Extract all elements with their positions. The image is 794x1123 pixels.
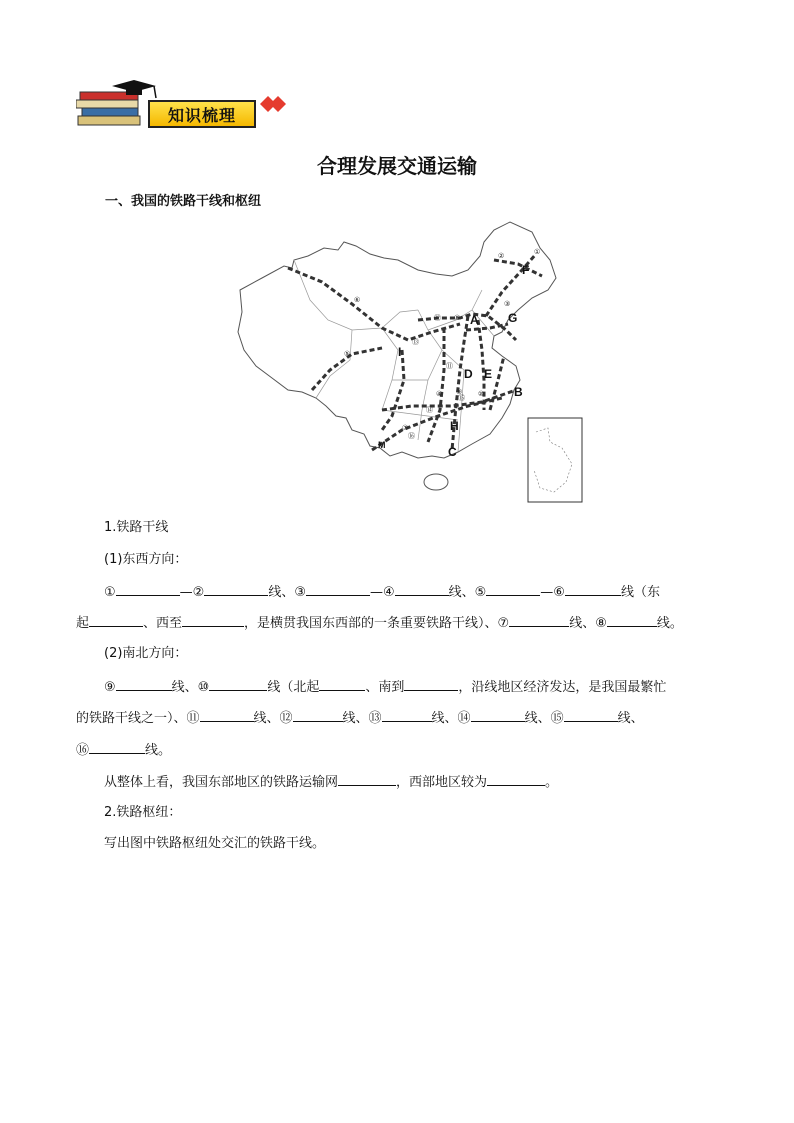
map-num-15: ⑮ — [458, 394, 465, 402]
map-num-5: ⑤ — [344, 350, 351, 358]
map-num-9: ⑨ — [456, 388, 463, 396]
east-west-line-2: 起 、西至 ，是横贯我国东西部的一条重要铁路干线）、⑦ 线、⑧ 线。 — [76, 612, 721, 634]
map-label-f: F — [522, 263, 530, 277]
north-south-line-3: ⑯ 线。 — [76, 739, 721, 761]
answer-blank[interactable] — [338, 771, 396, 786]
answer-blank[interactable] — [200, 707, 254, 722]
answer-blank[interactable] — [471, 707, 525, 722]
answer-blank[interactable] — [395, 581, 449, 596]
banner-label: 知识梳理 — [148, 100, 256, 128]
map-label-c: C — [448, 445, 457, 459]
answer-blank[interactable] — [89, 739, 145, 754]
subsection-heading-2: 2.铁路枢纽： — [104, 805, 182, 820]
map-num-16: ⑯ — [408, 432, 415, 440]
north-south-line-2: 的铁路干线之一）、⑪ 线、⑫ 线、⑬ 线、⑭ 线、⑮ 线、 — [76, 707, 721, 729]
answer-blank[interactable] — [382, 707, 432, 722]
answer-blank[interactable] — [509, 612, 569, 627]
subsection-east-west: (1)东西方向： — [104, 552, 188, 567]
east-west-line-1: ① —② 线、③ —④ 线、⑤ —⑥ 线（东 — [76, 581, 749, 603]
map-label-m: M — [378, 440, 386, 450]
answer-blank[interactable] — [182, 612, 244, 627]
answer-blank[interactable] — [204, 581, 268, 596]
answer-blank[interactable] — [565, 581, 621, 596]
answer-blank[interactable] — [89, 612, 143, 627]
answer-blank[interactable] — [486, 581, 540, 596]
map-num-11: ⑪ — [446, 362, 453, 370]
map-num-12: ⑫ — [434, 314, 441, 322]
map-label-b: B — [514, 385, 523, 399]
map-label-g: G — [508, 311, 518, 325]
answer-blank[interactable] — [209, 676, 267, 691]
answer-blank[interactable] — [564, 707, 618, 722]
answer-blank[interactable] — [306, 581, 370, 596]
answer-blank[interactable] — [293, 707, 343, 722]
section-heading: 一、我国的铁路干线和枢纽 — [105, 194, 262, 209]
answer-blank[interactable] — [487, 771, 545, 786]
map-num-3: ③ — [504, 300, 511, 308]
answer-blank[interactable] — [607, 612, 657, 627]
map-num-2: ② — [498, 252, 505, 260]
map-num-10: ⑩ — [478, 390, 485, 398]
map-label-h: H — [450, 419, 459, 433]
map-num-14: ⑭ — [426, 406, 433, 414]
map-label-a: A — [470, 313, 479, 327]
map-label-i: I — [398, 345, 402, 359]
map-num-4: ④ — [436, 390, 443, 398]
china-outline-map — [232, 220, 588, 505]
china-railway-map — [232, 220, 588, 505]
page-title: 合理发展交通运输 — [317, 154, 477, 178]
answer-blank[interactable] — [319, 676, 365, 691]
answer-blank[interactable] — [116, 676, 172, 691]
subsection-north-south: (2)南北方向： — [104, 646, 188, 661]
map-num-7: ⑦ — [402, 424, 409, 432]
map-label-d: D — [464, 367, 473, 381]
instruction-text: 写出图中铁路枢纽处交汇的铁路干线。 — [104, 836, 326, 851]
north-south-line-1: ⑨ 线、⑩ 线（北起 、南到 ，沿线地区经济发达，是我国最繁忙 — [76, 676, 749, 698]
answer-blank[interactable] — [116, 581, 180, 596]
summary-line: 从整体上看，我国东部地区的铁路运输网 ，西部地区较为 。 — [76, 771, 749, 793]
map-num-13: ⑬ — [412, 338, 419, 346]
map-num-1: ① — [534, 248, 541, 256]
map-num-6: ⑥ — [354, 296, 361, 304]
map-num-8: ⑧ — [454, 314, 461, 322]
subsection-heading-1: 1.铁路干线 — [104, 520, 169, 535]
map-label-e: E — [484, 367, 493, 381]
answer-blank[interactable] — [404, 676, 458, 691]
